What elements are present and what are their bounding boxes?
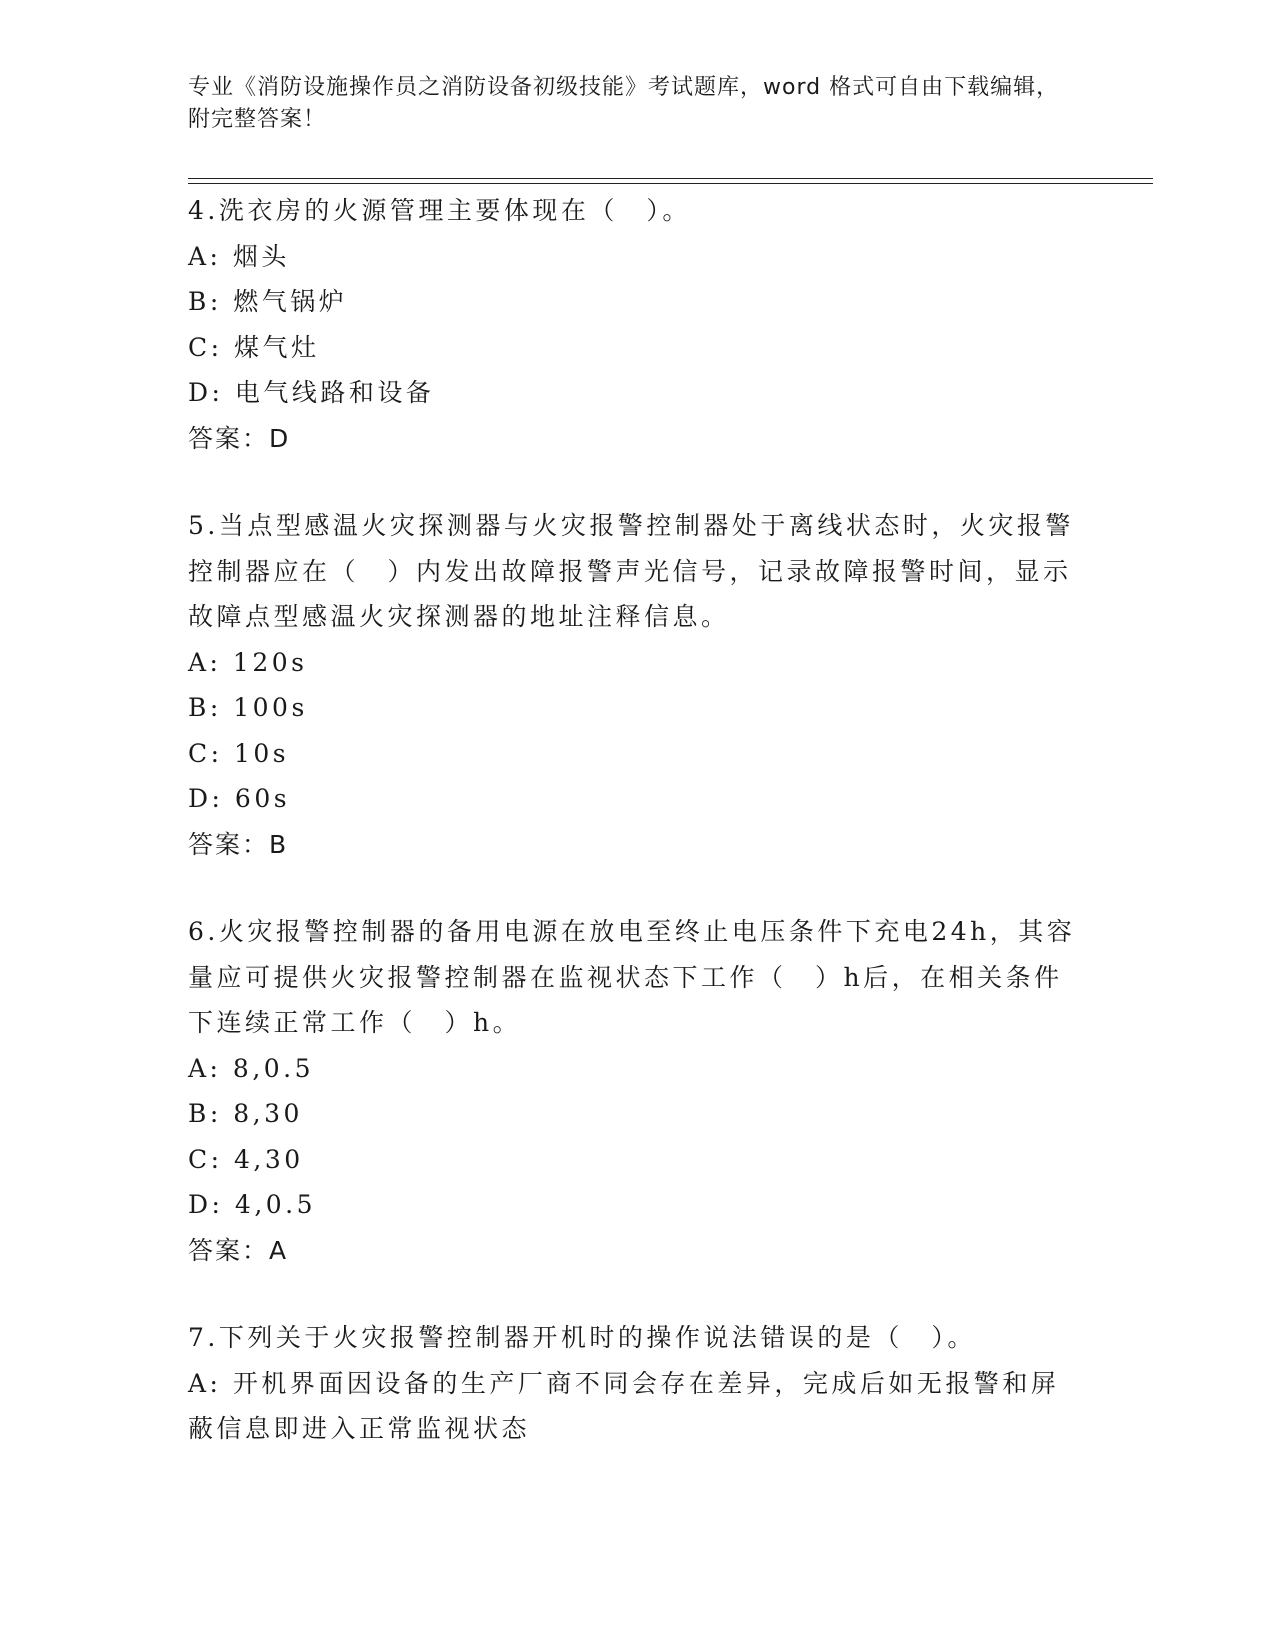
option-c: C: 10s [188,738,290,768]
option-a: A: 开机界面因设备的生产厂商不同会存在差异，完成后如无报警和屏蔽信息即进入正常监视状态 [188,1368,1060,1443]
option-b: B: 8,30 [188,1099,303,1128]
question-6 [188,909,1088,1273]
option-b: B: 燃气锅炉 [188,287,348,316]
document-header: 专业《消防设施操作员之消防设备初级技能》考试题库，word 格式可自由下载编辑，附完整答案！ [188,75,1060,132]
answer-line: 答案：D [188,423,291,453]
question-4 [188,188,1088,461]
answer-line: 答案：A [188,1235,289,1265]
option-b: B: 100s [188,693,308,722]
option-c: C: 煤气灶 [188,332,320,362]
question-stem: 5.当点型感温火灾探测器与火灾报警控制器处于离线状态时，火灾报警控制器应在（ ）内发出故障报警声光信号，记录故障报警时间，显示故障点型感温火灾探测器的地址注释信息。 [188,511,1074,631]
header-divider-top [188,178,1153,179]
option-d: D: 60s [188,784,291,813]
header-divider-bottom [188,183,1153,184]
answer-line: 答案：B [188,829,289,859]
option-c: C: 4,30 [188,1144,304,1174]
option-d: D: 电气线路和设备 [188,378,435,407]
question-stem: 6.火灾报警控制器的备用电源在放电至终止电压条件下充电24h，其容量应可提供火灾报警控制器在监视状态下工作（ ）h后，在相关条件下连续正常工作（ ）h。 [188,917,1076,1037]
option-d: D: 4,0.5 [188,1190,317,1219]
option-a: A: 120s [188,647,308,677]
option-a: A: 8,0.5 [188,1053,315,1083]
option-a: A: 烟头 [188,241,290,271]
question-5 [188,503,1088,867]
question-stem: 4.洗衣房的火源管理主要体现在（ ）。 [188,196,691,225]
question-7 [188,1315,1088,1452]
question-list [188,188,1088,1494]
question-stem: 7.下列关于火灾报警控制器开机时的操作说法错误的是（ ）。 [188,1323,976,1352]
